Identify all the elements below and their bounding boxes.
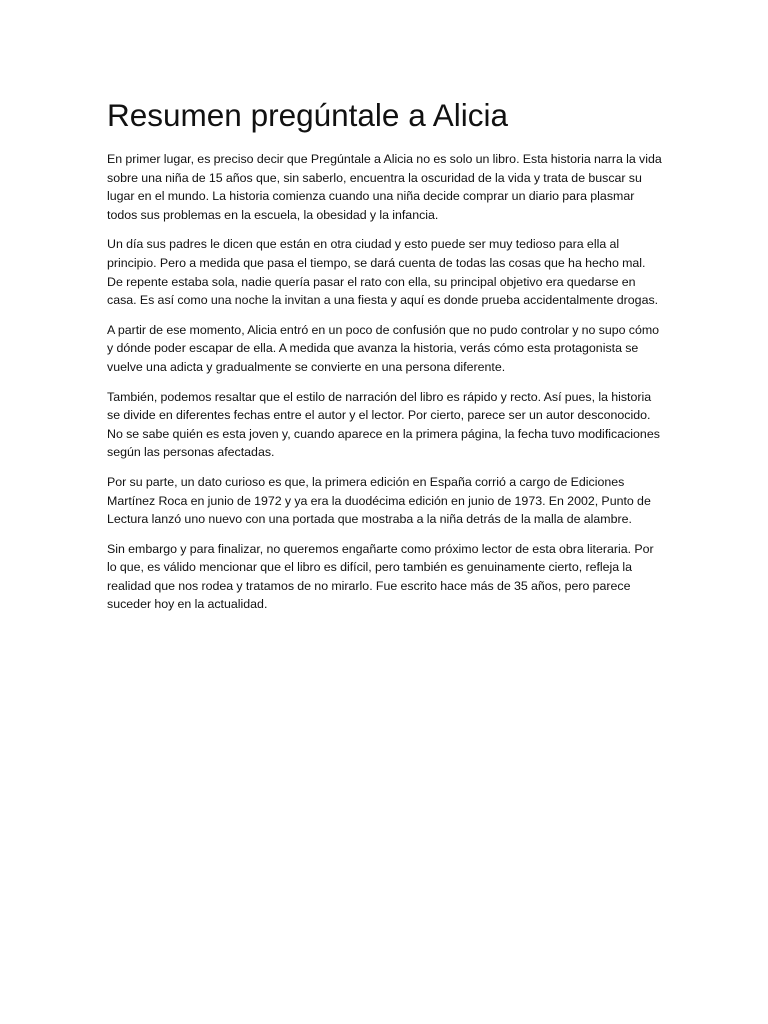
paragraph-editions: Por su parte, un dato curioso es que, la primera edición en España corrió a cargo de Ediciones Martínez Roca en junio de 1972 y ya era la duodécima edición en junio de 1973. En 2002, Punto de Lectura lanzó uno nuevo con una portada que mostraba a la niña detrás de la malla de alambre. bbox=[107, 474, 651, 527]
paragraph-parents: Un día sus padres le dicen que están en otra ciudad y esto puede ser muy tedioso para ella al principio. Pero a medida que pasa el tiempo, se dará cuenta de todas las cosas que ha hecho mal. De repente estaba sola, nadie quería pasar el rato con ella, su principal objetivo era quedarse en casa. Es así como una noche la invitan a una fiesta y aquí es donde prueba accidentalmente drogas. bbox=[107, 237, 659, 308]
paragraph-confusion: A partir de ese momento, Alicia entró en un poco de confusión que no pudo controlar y no supo cómo y dónde poder escapar de ella. A medida que avanza la historia, verás cómo esta protagonista se vuelve una adicta y gradualmente se convierte en una persona diferente. bbox=[107, 322, 660, 374]
document-page bbox=[107, 92, 663, 625]
paragraph-narration-style: También, podemos resaltar que el estilo de narración del libro es rápido y recto. Así pues, la historia se divide en diferentes fechas entre el autor y el lector. Por cierto, parece ser un autor desconocido. No se sabe quién es esta joven y, cuando aparece en la primera página, la fecha tuvo modificaciones según las personas afectadas. bbox=[107, 389, 660, 460]
paragraph-intro: En primer lugar, es preciso decir que Pregúntale a Alicia no es solo un libro. Esta historia narra la vida sobre una niña de 15 años que, sin saberlo, encuentra la oscuridad de la vida y trata de buscar su lugar en el mundo. La historia comienza cuando una niña decide comprar un diario para plasmar todos sus problemas en la escuela, la obesidad y la infancia. bbox=[107, 152, 662, 222]
document-title: Resumen pregúntale a Alicia bbox=[107, 97, 508, 133]
paragraph-conclusion: Sin embargo y para finalizar, no queremos engañarte como próximo lector de esta obra literaria. Por lo que, es válido mencionar que el libro es difícil, pero también es genuinamente cierto, refleja la realidad que nos rodea y tratamos de no mirarlo. Fue escrito hace más de 35 años, pero parece suceder hoy en la actualidad. bbox=[107, 541, 654, 612]
